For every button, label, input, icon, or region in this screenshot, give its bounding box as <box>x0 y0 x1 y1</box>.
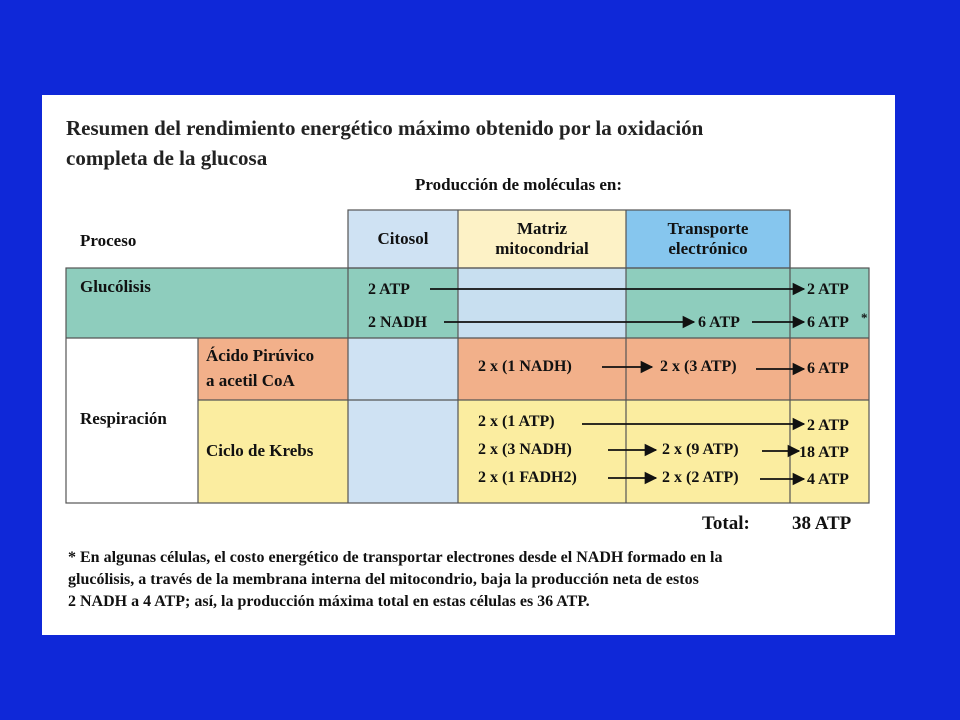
footnote-line-2: glucólisis, a través de la membrana interna del mitocondrio, baja la producción neta de estos <box>68 571 699 588</box>
krebs-label: Ciclo de Krebs <box>206 441 314 460</box>
matriz-header-line-1: Matriz <box>516 219 568 238</box>
total-value: 38 ATP <box>792 513 852 534</box>
footnote <box>68 547 888 613</box>
krebs-matrix-2: 2 x (3 NADH) <box>478 441 572 458</box>
piruvico-label-2: a acetil CoA <box>206 371 295 390</box>
matriz-header-line-2: mitocondrial <box>495 239 589 258</box>
krebs-total-1: 2 ATP <box>807 417 849 434</box>
krebs-transport-2: 2 x (9 ATP) <box>662 441 739 458</box>
transporte-header-line-2: electrónico <box>668 239 748 258</box>
glucolisis-citosol-1: 2 ATP <box>368 281 410 298</box>
glucolisis-total-2: 6 ATP <box>807 314 849 331</box>
krebs-matrix-3: 2 x (1 FADH2) <box>478 469 577 486</box>
piruvico-transport: 2 x (3 ATP) <box>660 358 737 375</box>
krebs-total-3: 4 ATP <box>807 471 849 488</box>
title-line-1: Resumen del rendimiento energético máximo obtenido por la oxidación <box>66 116 704 140</box>
piruvico-matrix: 2 x (1 NADH) <box>478 358 572 375</box>
krebs-total-2: 18 ATP <box>799 444 849 461</box>
piruvico-total: 6 ATP <box>807 360 849 377</box>
footnote-line-1: * En algunas células, el costo energético de transportar electrones desde el NADH formado en la <box>68 549 723 566</box>
respiracion-label: Respiración <box>80 409 167 428</box>
production-header: Producción de moléculas en: <box>415 175 622 194</box>
summary-card <box>42 95 895 635</box>
citosol-header-label: Citosol <box>377 229 429 248</box>
piruvico-label-1: Ácido Pirúvico <box>206 346 315 365</box>
total-label: Total: <box>702 513 750 534</box>
krebs-transport-3: 2 x (2 ATP) <box>662 469 739 486</box>
title-line-2: completa de la glucosa <box>66 146 268 170</box>
footnote-line-3: 2 NADH a 4 ATP; así, la producción máxima total en estas células es 36 ATP. <box>68 593 590 610</box>
krebs-matrix-1: 2 x (1 ATP) <box>478 413 555 430</box>
glucolisis-total-1: 2 ATP <box>807 281 849 298</box>
glucolisis-citosol-2: 2 NADH <box>368 314 428 331</box>
asterisk-mark: * <box>861 310 868 325</box>
glucolisis-transport-2: 6 ATP <box>698 314 740 331</box>
glucolisis-label: Glucólisis <box>80 277 151 296</box>
transporte-header-line-1: Transporte <box>667 219 749 238</box>
proceso-header: Proceso <box>80 231 137 250</box>
